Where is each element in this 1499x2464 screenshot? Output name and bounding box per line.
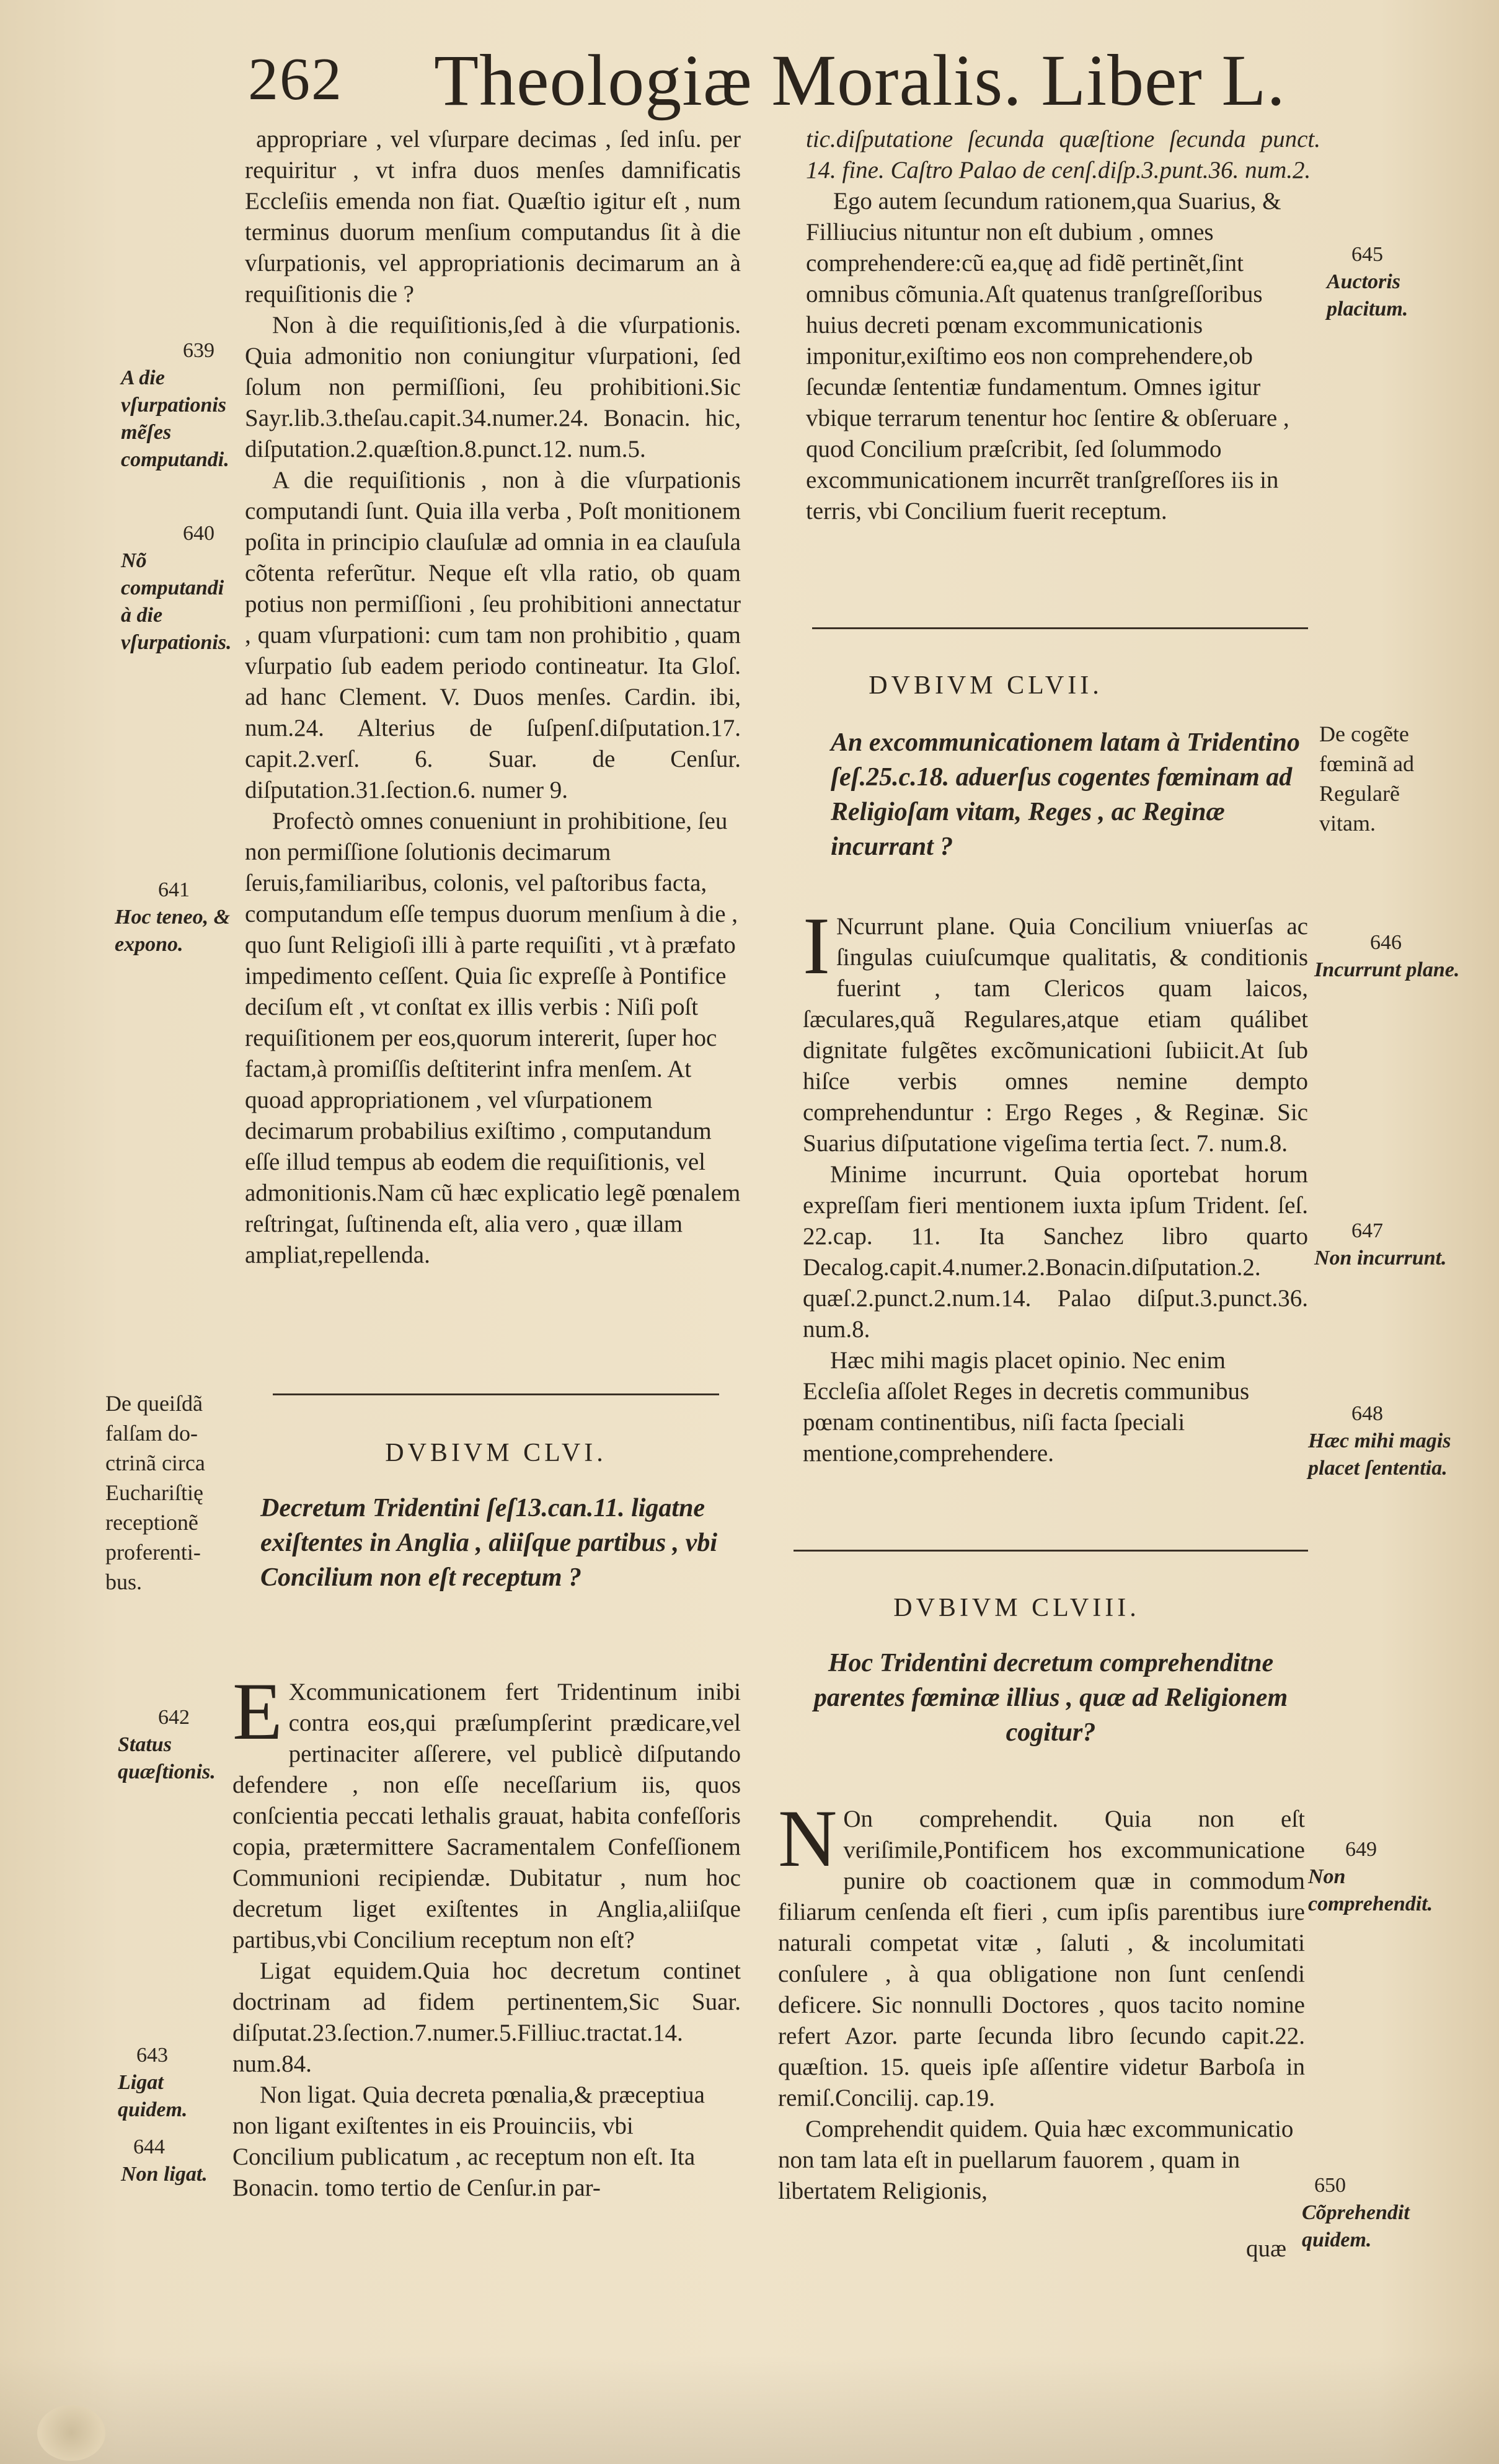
paragraph-text: On comprehendit. Quia non eſt veriſimile,Pontificem hos excommunicatione punire ob coactionem quæ in commodum filiarum cenſenda eſt fieri , cum ipſis parentibus iure naturali competat vitæ , ſaluti , & incolumitati conſulere , à qua obligatione non ſunt cenſendi deficere. Sic nonnulli Doctores , quos tacito nomine refert Azor. parte ſecunda libro ſecundo capit.22. quæſtion. 15. queis ipſe aſſentire videtur Barboſa in remiſ.Concilij. cap.19. — [778, 1806, 1305, 2111]
note-text: Incurrunt plane. — [1314, 958, 1460, 981]
margin-note — [121, 310, 239, 474]
note-number: 647 — [1351, 1219, 1383, 1242]
margin-note — [1308, 1809, 1463, 1918]
note-number: 640 — [183, 522, 214, 545]
section-rule — [273, 1393, 719, 1395]
paragraph: appropriare , vel vſurpare decimas , ſed inſu. per requiritur , vt infra duos menſes damnificatis Eccleſiis emenda non fiat. Quæſtio igitur eſt , num terminus duorum menſium computandus ſit à die vſurpationis, vel appropriationis decimarum an à requiſitionis die ? — [245, 126, 741, 307]
side-note: De cogẽte fœminã ad Regularẽ vitam. — [1319, 722, 1414, 836]
note-number: 649 — [1345, 1838, 1377, 1861]
drop-cap: N — [778, 1793, 838, 1884]
dubium-heading: DVBIVM CLVII. — [869, 671, 1103, 700]
dubium-heading: DVBIVM CLVI. — [385, 1439, 607, 1467]
paper-blemish — [37, 2405, 105, 2461]
dubium-question: An excommunicationem latam à Tridentino ſeſ.25.c.18. aduerſus cogentes fœminam ad Religioſam vitam, Reges , ac Reginæ incurrant ? — [831, 728, 1300, 861]
catchword: quæ — [1246, 2235, 1287, 2262]
paragraph-text: Ncurrunt plane. Quia Concilium vniuerſas ac ſingulas cuiuſcumque qualitatis, & conditionis fuerint , tam Clericos quam laicos, ſæculares,quã Regulares,atque etiam quálibet dignitate fulgẽtes excõmunicationi ſubiicit.At ſub hiſce verbis omnes nemine dempto comprehenduntur : Ergo Reges , & Reginæ. Sic Suarius diſputatione vigeſima tertia ſect. 7. num.8. — [803, 913, 1308, 1157]
note-text: Auctoris placitum. — [1327, 270, 1408, 320]
note-number: 646 — [1370, 931, 1402, 954]
dubium-question: Decretum Tridentini ſeſ13.can.11. ligatne exiſtentes in Anglia , aliiſque partibus , vbi Concilium non eſt receptum ? — [260, 1494, 717, 1592]
note-text: A die vſurpationis mẽſes computandi. — [121, 366, 229, 471]
paragraph: Profectò omnes conueniunt in prohibitione, ſeu non permiſſione ſolutionis decimarum ſeruis,familiaribus, colonis, vel paſtoribus facta, computandum eſſe tempus duorum menſium à die , quo ſunt Religioſi illi à parte requiſiti , vt à præfato impedimento ceſſent. Quia ſic expreſſe à Pontifice deciſum eſt , vt conſtat ex illis verbis : Niſi poſt requiſitionem per eos,quorum intererit, ſuper hoc factam,à promiſſis deſtiterint infra menſem. At quoad appropriationem , vel vſurpationem decimarum probabilius exiſtimo , computandum eſſe illud tempus ab eodem die requiſitionis, vel admonitionis.Nam cũ hæc explicatio legẽ pœnalem reſtringat, ſuſtinenda eſt, alia vero , quæ illam ampliat,repellenda. — [245, 808, 741, 1268]
dubium-156-body — [232, 1666, 741, 2204]
paragraph — [803, 900, 1308, 1159]
dubium-question: Hoc Tridentini decretum comprehenditne parentes fœminæ illius , quæ ad Religionem cogitur? — [813, 1649, 1288, 1747]
note-number: 642 — [158, 1706, 190, 1729]
margin-note — [1308, 1373, 1463, 1482]
paragraph — [232, 1666, 741, 1956]
paragraph: tic.diſputatione ſecunda quæſtione ſecunda punct. 14. fine. Caſtro Palao de cenſ.diſp.3.punt.36. num.2. — [806, 126, 1320, 183]
margin-note — [1302, 2145, 1469, 2254]
paragraph: Comprehendit quidem. Quia hæc excommunicatio non tam lata eſt in puellarum fauorem , quam in libertatem Religionis, — [778, 2116, 1294, 2204]
note-text: Cõprehendit quidem. — [1302, 2201, 1410, 2251]
page-header — [248, 38, 1426, 119]
paragraph: A die requiſitionis , non à die vſurpationis computandi ſunt. Quia illa verba , Poſt monitionem poſita in principio clauſulæ ad omnia in ea clauſula cõtenta referũtur. Neque eſt vlla ratio, ob quam potius non permiſſioni , ſeu prohibitioni annectatur , quam vſurpationi: cum tam non prohibitio , quam vſurpatio ſub eadem periodo contineatur. Ita Gloſ. ad hanc Clement. V. Duos menſes. Cardin. ibi, num.24. Alterius de ſuſpenſ.diſputation.17. capit.2.verſ. 6. Suar. de Cenſur. diſputation.31.ſection.6. numer 9. — [245, 467, 741, 803]
dubium-158-body — [778, 1793, 1305, 2207]
note-text: Non incurrunt. — [1314, 1247, 1447, 1270]
dubium-157-body — [803, 900, 1308, 1469]
margin-note — [115, 849, 239, 958]
note-text: Status quæſtionis. — [118, 1733, 216, 1783]
margin-note — [121, 2106, 239, 2188]
note-number: 644 — [133, 2135, 165, 2158]
note-number: 641 — [158, 878, 190, 901]
paragraph: Hæc mihi magis placet opinio. Nec enim Eccleſia aſſolet Reges in decretis communibus pœnam continentibus, niſi facta ſpeciali mentione,comprehendere. — [803, 1347, 1250, 1467]
paragraph: Non à die requiſitionis,ſed à die vſurpationis. Quia admonitio non coniungitur vſurpationi, ſed ſolum non permiſſioni, ſeu prohibitioni.Sic Sayr.lib.3.theſau.capit.34.numer.24. Bonacin. hic, diſputation.2.quæſtion.8.punct.12. num.5. — [245, 312, 741, 462]
margin-note — [1314, 1190, 1463, 1272]
note-text: Nõ computandi à die vſurpationis. — [121, 549, 232, 654]
paragraph-text: Xcommunicationem fert Tridentinum inibi contra eos,qui præſumpſerint prædicare,vel pertinaciter aſſerere, vel publicè diſputando defendere , non eſſe neceſſarium iis, quos conſcientia peccati lethalis grauat, habita confeſſoris copia, prætermittere Sacramentalem Confeſſionem Communioni recipiendæ. Dubitatur , num hoc decretum liget exiſtentes in Anglia,aliiſque partibus,vbi Concilium receptum non eſt? — [232, 1679, 741, 1953]
note-text: Hæc mihi magis placet ſententia. — [1308, 1429, 1451, 1480]
dubium-heading: DVBIVM CLVIII. — [893, 1594, 1140, 1622]
side-note: De queiſdã falſam do- ctrinã circa Euchariſtię receptionẽ proferenti- bus. — [105, 1391, 205, 1594]
margin-note — [121, 493, 239, 656]
margin-note — [118, 1677, 236, 1786]
note-text: Non comprehendit. — [1308, 1865, 1433, 1915]
note-number: 648 — [1351, 1402, 1383, 1425]
right-column — [806, 124, 1320, 527]
section-rule — [812, 627, 1308, 629]
note-number: 650 — [1314, 2174, 1346, 2197]
running-head: Theologiæ Moralis. Liber L. — [434, 40, 1286, 121]
note-number: 639 — [183, 339, 214, 362]
paragraph — [778, 1793, 1305, 2114]
paragraph: Ego autem ſecundum rationem,qua Suarius, & Filliucius nituntur non eſt dubium , omnes comprehendere:cũ ea,quę ad fidẽ pertinẽt,ſint omnibus cõmunia.Aſt quatenus tranſgreſſoribus huius decreti pœnam excommunicationis imponitur,exiſtimo eos non comprehendere,ob ſecundæ ſententiæ fundamentum. Omnes igitur vbique terrarum tenentur hoc ſentire & obſeruare , quod Concilium præſcribit, ſed ſolummodo excommunicationem incurrẽt tranſgreſſores iis in terris, vbi Concilium fuerit receptum. — [806, 188, 1289, 524]
left-column — [245, 124, 741, 1271]
page-shadow — [0, 2356, 1499, 2464]
margin-note — [1314, 902, 1463, 984]
margin-note — [1327, 214, 1463, 323]
note-text: Ligat quidem. — [118, 2071, 188, 2121]
paragraph: Ligat equidem.Quia hoc decretum continet doctrinam ad fidem pertinentem,Sic Suar. diſputat.23.ſection.7.numer.5.Filliuc.tractat.14. num.84. — [232, 1958, 741, 2077]
section-rule — [794, 1550, 1308, 1552]
drop-cap: E — [232, 1666, 283, 1757]
note-number: 645 — [1351, 243, 1383, 266]
drop-cap: I — [803, 900, 830, 991]
note-number: 643 — [136, 2044, 168, 2067]
page-number: 262 — [248, 46, 343, 113]
paragraph: Minime incurrunt. Quia oportebat horum expreſſam fieri mentionem iuxta ipſum Trident. ſeſ. 22.cap. 11. Ita Sanchez libro quarto Decalog.capit.4.numer.2.Bonacin.diſputation.2. quæſ.2.punct.2.num.14. Palao diſput.3.punct.36. num.8. — [803, 1161, 1308, 1343]
note-text: Non ligat. — [121, 2163, 208, 2186]
paragraph: Non ligat. Quia decreta pœnalia,& præceptiua non ligant exiſtentes in eis Prouinciis, vbi Concilium publicatum , ac receptum non eſt. Ita Bonacin. tomo tertio de Cenſur.in par- — [232, 2082, 705, 2201]
note-text: Hoc teneo, & expono. — [115, 906, 231, 956]
